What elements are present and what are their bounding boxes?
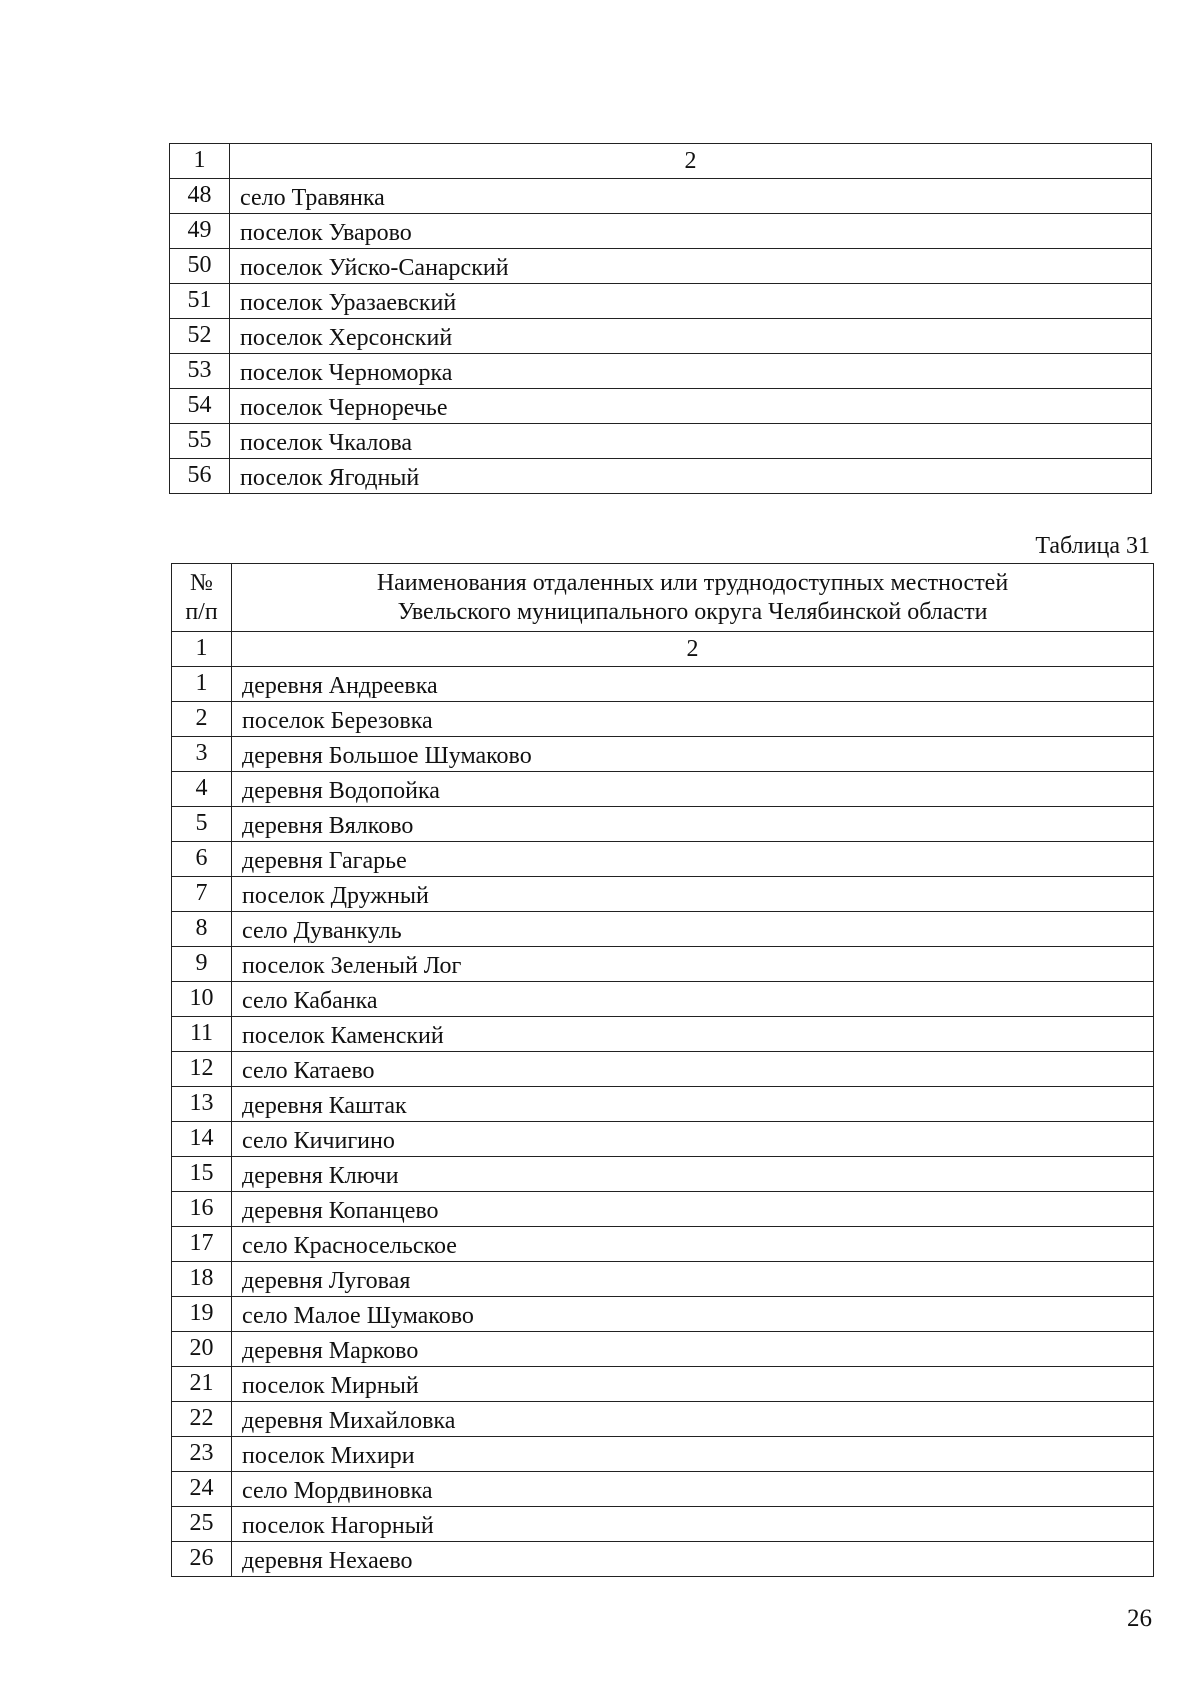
table-row (172, 1017, 1154, 1052)
row-number: 24 (172, 1472, 232, 1507)
table-row (172, 1332, 1154, 1367)
locality-name: деревня Луговая (232, 1262, 1154, 1297)
remote-localities-table (171, 563, 1154, 1577)
table-caption: Таблица 31 (1035, 533, 1150, 559)
row-number: 10 (172, 982, 232, 1017)
row-number: 20 (172, 1332, 232, 1367)
row-number: 49 (170, 214, 230, 249)
row-number: 52 (170, 319, 230, 354)
table-row (172, 737, 1154, 772)
locality-name: поселок Уварово (230, 214, 1152, 249)
table-row (172, 1087, 1154, 1122)
row-number: 53 (170, 354, 230, 389)
locality-name: деревня Каштак (232, 1087, 1154, 1122)
row-number: 48 (170, 179, 230, 214)
row-number: 15 (172, 1157, 232, 1192)
row-number: 17 (172, 1227, 232, 1262)
locality-name: поселок Ягодный (230, 459, 1152, 494)
locality-name: село Травянка (230, 179, 1152, 214)
row-number: 1 (172, 667, 232, 702)
number-header-line: № (190, 569, 213, 596)
row-number: 5 (172, 807, 232, 842)
row-number: 22 (172, 1402, 232, 1437)
row-number: 13 (172, 1087, 232, 1122)
row-number: 23 (172, 1437, 232, 1472)
table-row (170, 354, 1152, 389)
locality-name: поселок Черноречье (230, 389, 1152, 424)
table-row (170, 214, 1152, 249)
name-column-header (232, 564, 1154, 632)
locality-name: деревня Марково (232, 1332, 1154, 1367)
column-numbering-row (170, 144, 1152, 179)
column-number-cell: 2 (230, 144, 1152, 179)
row-number: 16 (172, 1192, 232, 1227)
locality-name: деревня Вялково (232, 807, 1154, 842)
locality-name: деревня Ключи (232, 1157, 1154, 1192)
locality-name: деревня Большое Шумаково (232, 737, 1154, 772)
table-row (170, 179, 1152, 214)
row-number: 8 (172, 912, 232, 947)
locality-name: деревня Копанцево (232, 1192, 1154, 1227)
locality-name: поселок Херсонский (230, 319, 1152, 354)
locality-name: село Малое Шумаково (232, 1297, 1154, 1332)
table-row (172, 1472, 1154, 1507)
table-row (172, 1052, 1154, 1087)
table-row (172, 877, 1154, 912)
locality-name: поселок Чкалова (230, 424, 1152, 459)
row-number: 18 (172, 1262, 232, 1297)
locality-name: село Кичигино (232, 1122, 1154, 1157)
locality-name: поселок Березовка (232, 702, 1154, 737)
locality-name: поселок Каменский (232, 1017, 1154, 1052)
row-number: 12 (172, 1052, 232, 1087)
table-row (170, 249, 1152, 284)
column-number-cell: 2 (232, 632, 1154, 667)
row-number: 4 (172, 772, 232, 807)
row-number: 55 (170, 424, 230, 459)
row-number: 6 (172, 842, 232, 877)
row-number: 2 (172, 702, 232, 737)
locality-name: поселок Дружный (232, 877, 1154, 912)
column-numbering-row (172, 632, 1154, 667)
locality-name: деревня Гагарье (232, 842, 1154, 877)
table-row (172, 807, 1154, 842)
locality-name: поселок Мирный (232, 1367, 1154, 1402)
row-number: 50 (170, 249, 230, 284)
name-header-line: Увельского муниципального округа Челябинской области (397, 598, 988, 625)
row-number: 51 (170, 284, 230, 319)
table-row (172, 667, 1154, 702)
table-row (172, 1122, 1154, 1157)
table-row (172, 702, 1154, 737)
locality-name: поселок Уйско-Санарский (230, 249, 1152, 284)
table-row (170, 319, 1152, 354)
row-number: 9 (172, 947, 232, 982)
table-row (172, 1437, 1154, 1472)
number-column-header (172, 564, 232, 632)
table-row (172, 842, 1154, 877)
row-number: 21 (172, 1367, 232, 1402)
number-header-line: п/п (185, 598, 218, 625)
locality-name: село Дуванкуль (232, 912, 1154, 947)
locality-name: поселок Нагорный (232, 1507, 1154, 1542)
row-number: 3 (172, 737, 232, 772)
table-row (172, 947, 1154, 982)
table-header-row (172, 564, 1154, 632)
locality-name: деревня Водопойка (232, 772, 1154, 807)
table-row (170, 389, 1152, 424)
table-row (170, 424, 1152, 459)
row-number: 54 (170, 389, 230, 424)
row-number: 56 (170, 459, 230, 494)
row-number: 14 (172, 1122, 232, 1157)
row-number: 25 (172, 1507, 232, 1542)
locality-name: поселок Зеленый Лог (232, 947, 1154, 982)
locality-name: село Катаево (232, 1052, 1154, 1087)
table-row (172, 982, 1154, 1017)
locality-name: село Мордвиновка (232, 1472, 1154, 1507)
row-number: 26 (172, 1542, 232, 1577)
table-row (172, 1192, 1154, 1227)
row-number: 19 (172, 1297, 232, 1332)
table-row (172, 1507, 1154, 1542)
column-number-cell: 1 (172, 632, 232, 667)
table-row (172, 1227, 1154, 1262)
locality-name: деревня Нехаево (232, 1542, 1154, 1577)
table-row (172, 1542, 1154, 1577)
locality-name: поселок Черноморка (230, 354, 1152, 389)
locality-name: село Кабанка (232, 982, 1154, 1017)
table-row (172, 772, 1154, 807)
table-row (170, 284, 1152, 319)
table-row (172, 1402, 1154, 1437)
locality-name: поселок Уразаевский (230, 284, 1152, 319)
row-number: 7 (172, 877, 232, 912)
table-row (172, 912, 1154, 947)
settlements-table-continued (169, 143, 1152, 494)
locality-name: поселок Михири (232, 1437, 1154, 1472)
column-number-cell: 1 (170, 144, 230, 179)
row-number: 11 (172, 1017, 232, 1052)
table-row (170, 459, 1152, 494)
table-row (172, 1367, 1154, 1402)
table-row (172, 1297, 1154, 1332)
locality-name: село Красносельское (232, 1227, 1154, 1262)
table-row (172, 1157, 1154, 1192)
locality-name: деревня Михайловка (232, 1402, 1154, 1437)
name-header-line: Наименования отдаленных или труднодоступных местностей (376, 569, 1009, 596)
locality-name: деревня Андреевка (232, 667, 1154, 702)
page-number: 26 (1127, 1605, 1152, 1632)
table-row (172, 1262, 1154, 1297)
